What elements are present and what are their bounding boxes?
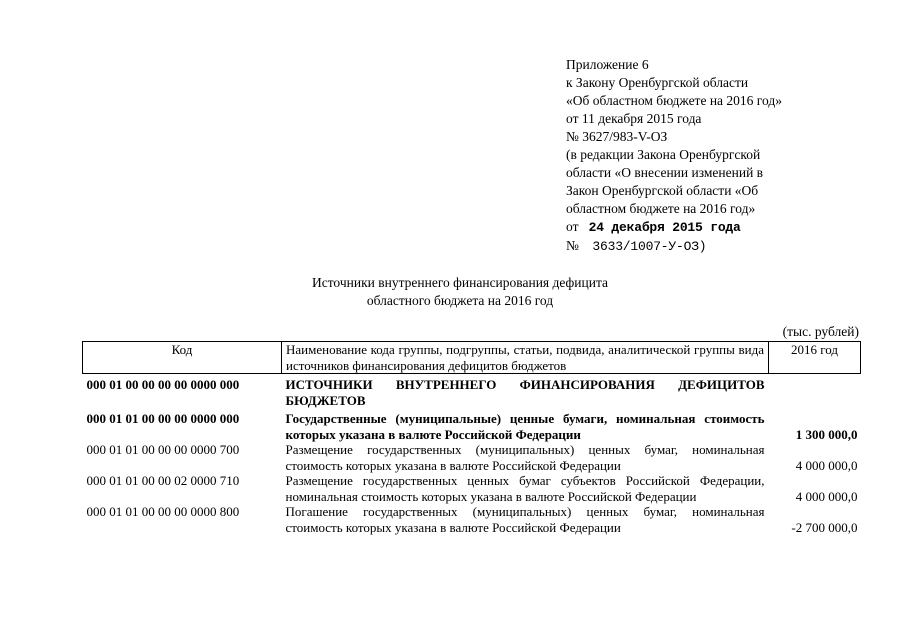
row-code: 000 01 01 00 00 00 0000 800	[86, 504, 240, 519]
column-header-name: Наименование кода группы, подгруппы, статьи, подвида, аналитической группы вида источников финансирования дефицитов бюджетов	[282, 342, 769, 374]
appendix-header	[566, 56, 896, 256]
header-line-amend-number	[566, 237, 896, 256]
row-value: -2 700 000,0	[791, 519, 858, 535]
header-line-appendix: Приложение 6	[566, 57, 649, 72]
column-header-code: Код	[83, 342, 282, 374]
amend-date-prefix: от	[566, 219, 579, 234]
row-name: Размещение государственных (муниципальных) ценных бумаг, номинальная стоимость которых указана в валюте Российской Федерации	[285, 442, 765, 473]
table-header-row	[83, 342, 861, 374]
title-line-2: областного бюджета на 2016 год	[366, 293, 554, 308]
header-line-law: к Закону Оренбургской области	[566, 75, 749, 90]
table-row	[83, 374, 861, 409]
header-line-law-date: от 11 декабря 2015 года	[566, 111, 702, 126]
title-line-1: Источники внутреннего финансирования дефицита	[311, 275, 609, 290]
row-name: Погашение государственных (муниципальных) ценных бумаг, номинальная стоимость которых указана в валюте Российской Федерации	[285, 504, 765, 535]
row-code: 000 01 01 00 00 02 0000 710	[86, 473, 240, 488]
header-line-revision-3: Закон Оренбургской области «Об	[566, 183, 759, 198]
row-code: 000 01 00 00 00 00 0000 000	[86, 377, 240, 392]
table-row	[83, 473, 861, 504]
row-name: Государственные (муниципальные) ценные бумаги, номинальная стоимость которых указана в валюте Российской Федерации	[285, 411, 765, 442]
row-name: ИСТОЧНИКИ ВНУТРЕННЕГО ФИНАНСИРОВАНИЯ ДЕФИЦИТОВ БЮДЖЕТОВ	[285, 377, 765, 408]
header-line-revision-2: области «О внесении изменений в	[566, 165, 764, 180]
units-label: (тыс. рублей)	[782, 324, 859, 339]
row-value: 1 300 000,0	[795, 426, 858, 442]
table-row	[83, 504, 861, 535]
table-row	[83, 442, 861, 473]
row-code: 000 01 01 00 00 00 0000 000	[86, 411, 240, 426]
document-title	[290, 274, 630, 310]
header-line-amend-date	[566, 218, 896, 237]
table-row	[83, 408, 861, 442]
header-line-revision-4: областном бюджете на 2016 год»	[566, 201, 756, 216]
amend-date-value: 24 декабря 2015 года	[588, 220, 741, 235]
amend-number-value: 3633/1007-У-ОЗ)	[592, 239, 707, 254]
row-value	[769, 374, 861, 409]
row-name: Размещение государственных ценных бумаг субъектов Российской Федерации, номинальная стоимость которых указана в валюте Российской Федерации	[285, 473, 765, 504]
financing-sources-table	[82, 341, 861, 535]
header-line-revision-1: (в редакции Закона Оренбургской	[566, 147, 761, 162]
column-header-year: 2016 год	[769, 342, 861, 374]
header-line-law-title: «Об областном бюджете на 2016 год»	[566, 93, 782, 108]
amend-number-prefix: №	[566, 238, 579, 253]
row-value: 4 000 000,0	[795, 488, 858, 504]
row-value: 4 000 000,0	[795, 457, 858, 473]
row-code: 000 01 01 00 00 00 0000 700	[86, 442, 240, 457]
header-line-law-number: № 3627/983-V-ОЗ	[566, 129, 668, 144]
